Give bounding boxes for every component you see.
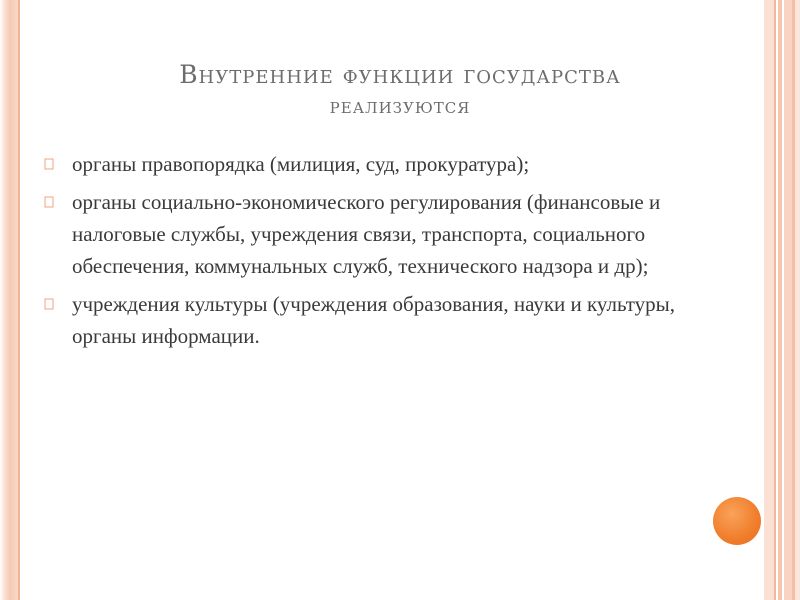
slide-title-line2: реализуются bbox=[329, 93, 471, 119]
list-item bbox=[44, 186, 684, 282]
bullet-icon bbox=[44, 298, 54, 310]
list-item-text: учреждения культуры (учреждения образования, науки и культуры, органы информации. bbox=[72, 292, 676, 348]
list-item bbox=[44, 288, 684, 352]
slide-title-line1: Внутренние функции государства bbox=[179, 60, 621, 89]
list-item bbox=[44, 148, 684, 180]
left-border-line bbox=[18, 0, 20, 600]
bullet-icon bbox=[44, 158, 54, 170]
slide-title bbox=[60, 58, 740, 121]
orange-circle-decoration bbox=[713, 497, 761, 545]
right-stripe-decoration bbox=[795, 0, 800, 600]
bullet-list bbox=[44, 148, 684, 358]
right-stripe-decoration bbox=[778, 0, 782, 600]
right-stripe-decoration bbox=[764, 0, 774, 600]
right-stripe-decoration bbox=[774, 0, 776, 600]
bullet-icon bbox=[44, 196, 54, 208]
list-item-text: органы правопорядка (милиция, суд, прокуратура); bbox=[72, 152, 530, 176]
left-border-decoration bbox=[0, 0, 18, 600]
list-item-text: органы социально-экономического регулирования (финансовые и налоговые службы, учреждения связи, транспорта, социального обеспечения, коммунальных служб, технического надзора и др); bbox=[72, 190, 661, 278]
right-stripe-decoration bbox=[784, 0, 792, 600]
